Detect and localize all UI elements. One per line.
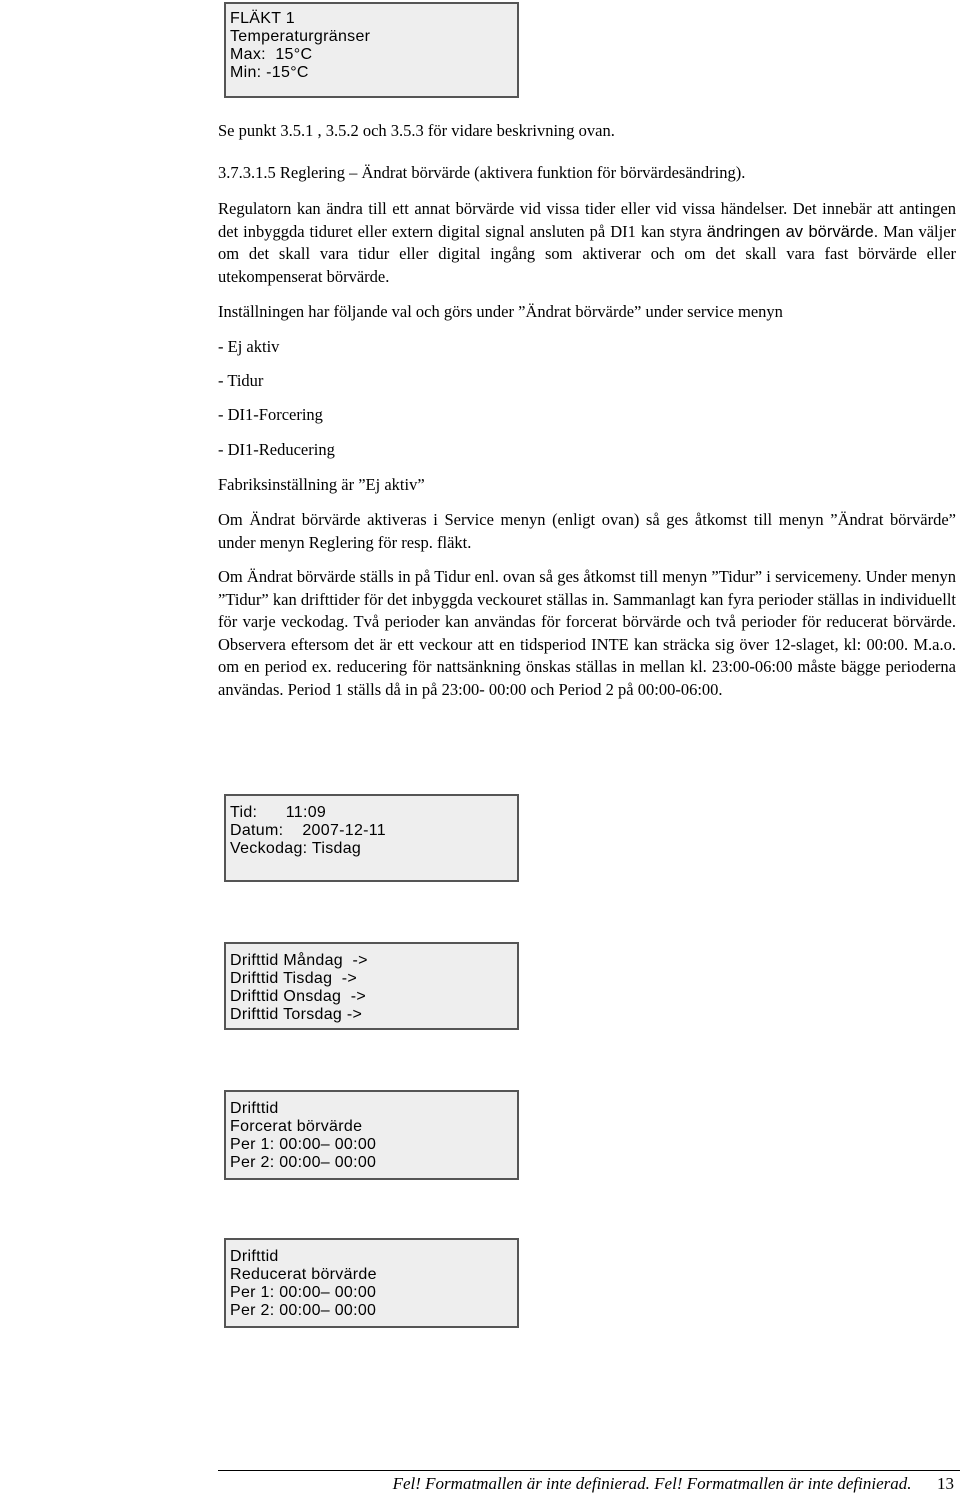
lcd-line: Drifttid	[230, 1248, 279, 1265]
page-number: 13	[937, 1474, 954, 1493]
lcd-line: Drifttid Tisdag ->	[230, 970, 358, 987]
option-item: - Tidur	[218, 371, 264, 390]
lcd-line: Min: -15°C	[230, 64, 309, 81]
option-item: - DI1-Reducering	[218, 440, 335, 459]
lcd-fan-temperature	[224, 2, 519, 98]
option-item: - DI1-Forcering	[218, 405, 323, 424]
lcd-line: Drifttid Måndag ->	[230, 952, 368, 969]
lcd-line: Drifttid	[230, 1100, 279, 1117]
lcd-line: Per 1: 00:00– 00:00	[230, 1284, 377, 1301]
lcd-line: Veckodag: Tisdag	[230, 840, 362, 857]
page-footer	[393, 1474, 954, 1494]
lcd-time-date	[224, 794, 519, 882]
lcd-line: Max: 15°C	[230, 46, 313, 63]
lcd-line: FLÄKT 1	[230, 10, 295, 27]
lcd-line: Forcerat börvärde	[230, 1118, 363, 1135]
lcd-forced-setpoint	[224, 1090, 519, 1180]
lcd-line: Tid: 11:09	[230, 804, 327, 821]
see-reference: Se punkt 3.5.1 , 3.5.2 och 3.5.3 för vidare beskrivning ovan.	[218, 121, 615, 140]
lcd-operating-days	[224, 942, 519, 1030]
section-heading: 3.7.3.1.5 Reglering – Ändrat börvärde (aktivera funktion för börvärdesändring).	[218, 163, 746, 182]
footer-text: Fel! Formatmallen är inte definierad. Fel! Formatmallen är inte definierad.	[392, 1474, 912, 1493]
lcd-line: Reducerat börvärde	[230, 1266, 377, 1283]
factory-setting: Fabriksinställning är ”Ej aktiv”	[218, 475, 425, 494]
lcd-line: Per 2: 00:00– 00:00	[230, 1302, 377, 1319]
lcd-line: Drifttid Onsdag ->	[230, 988, 366, 1005]
lcd-line: Drifttid Torsdag ->	[230, 1006, 363, 1023]
lcd-line: Datum: 2007-12-11	[230, 822, 387, 839]
lcd-line: Per 2: 00:00– 00:00	[230, 1154, 377, 1171]
footer-divider	[218, 1470, 960, 1471]
paragraph-activated: Om Ändrat börvärde aktiveras i Service menyn (enligt ovan) så ges åtkomst till menyn ”Ändrat börvärde” under menyn Reglering för resp. fläkt.	[218, 510, 956, 552]
intro-text-rest: Man väljer om det skall vara tidur eller digital ingång som aktiverar och om det skall vara fast börvärde eller utekompenserat börvärde.	[218, 221, 957, 286]
intro-text: Regulatorn kan ändra till ett annat börvärde vid vissa tider eller vid vissa händelser. Det innebär att antingen det inbyggda tiduret eller extern digital signal ansluten på DI1 kan styra	[218, 199, 956, 241]
intro-text-sans: ändringen av börvärde.	[706, 222, 879, 241]
intro-paragraph	[218, 198, 956, 288]
paragraph-timer: Om Ändrat börvärde ställs in på Tidur enl. ovan så ges åtkomst till menyn ”Tidur” i servicemeny. Under menyn ”Tidur” kan drifttider för det inbyggda veckouret ställas in. Sammanlagt kan fyra perioder ställas in individuellt för varje veckodag. Två perioder kan användas för forcerat börvärde och två perioder för reducerat börvärde. Observera eftersom det är ett veckour att en tidsperiod INTE kan sträcka sig över 12-slaget, kl: 00:00. M.a.o. om en period ex. reducering för nattsänkning önskas ställas in mellan kl. 23:00-06:00 måste bägge perioderna användas. Period 1 ställs då in på 23:00- 00:00 och Period 2 på 00:00-06:00.	[218, 567, 956, 699]
settings-intro: Inställningen har följande val och görs under ”Ändrat börvärde” under service menyn	[218, 302, 783, 321]
option-item: - Ej aktiv	[218, 337, 280, 356]
lcd-reduced-setpoint	[224, 1238, 519, 1328]
lcd-line: Temperaturgränser	[230, 28, 371, 45]
lcd-line: Per 1: 00:00– 00:00	[230, 1136, 377, 1153]
